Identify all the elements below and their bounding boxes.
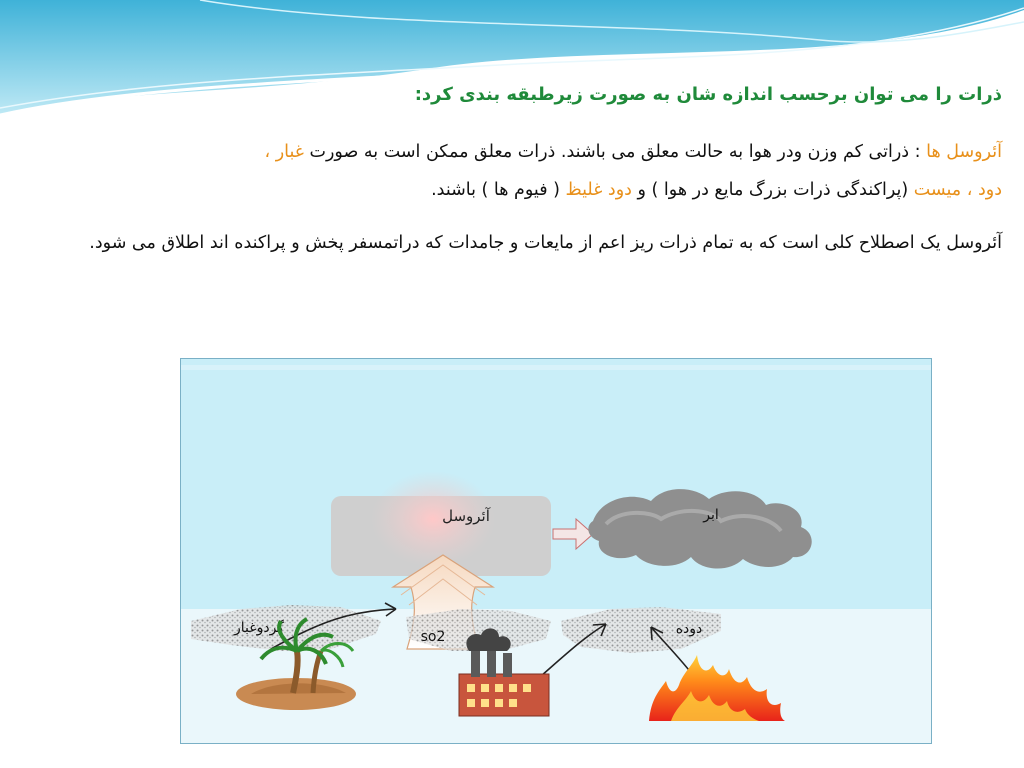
so2-label: so2 xyxy=(420,629,446,645)
paragraph1-text1: : ذراتی کم وزن ودر هوا به حالت معلق می باشند. ذرات معلق ممکن است به صورت xyxy=(303,142,927,162)
paragraph-aerosols xyxy=(12,133,1002,209)
term-smoke-mist: دود ، میست xyxy=(913,180,1002,200)
sky-background xyxy=(181,359,932,619)
paragraph1-text3: (پراکندگی ذرات بزرگ مایع در هوا ) و xyxy=(631,180,914,200)
header-wave-decoration xyxy=(0,0,1024,130)
term-aerosols: آئروسل ها xyxy=(926,142,1002,162)
slide-title: ذرات را می توان برحسب اندازه شان به صورت زیرطبقه بندی کرد: xyxy=(414,84,1002,105)
term-dust: غبار ، xyxy=(264,142,304,162)
dust-label: گردوغبار xyxy=(234,620,284,636)
aerosol-label: آئروسل xyxy=(442,507,490,525)
cloud-label: ابر xyxy=(703,507,719,523)
paragraph1-text4: ( فیوم ها ) باشند. xyxy=(431,180,566,200)
term-dense-smoke: دود غلیظ xyxy=(565,180,632,200)
smoke-label: دوده xyxy=(675,621,703,637)
paragraph-definition: آئروسل یک اصطلاح کلی است که به تمام ذرات ریز اعم از مایعات و جامدات که دراتمسفر پخش و پراکنده اند اطلاق می شود. xyxy=(89,233,1002,253)
aerosol-diagram xyxy=(180,358,932,744)
